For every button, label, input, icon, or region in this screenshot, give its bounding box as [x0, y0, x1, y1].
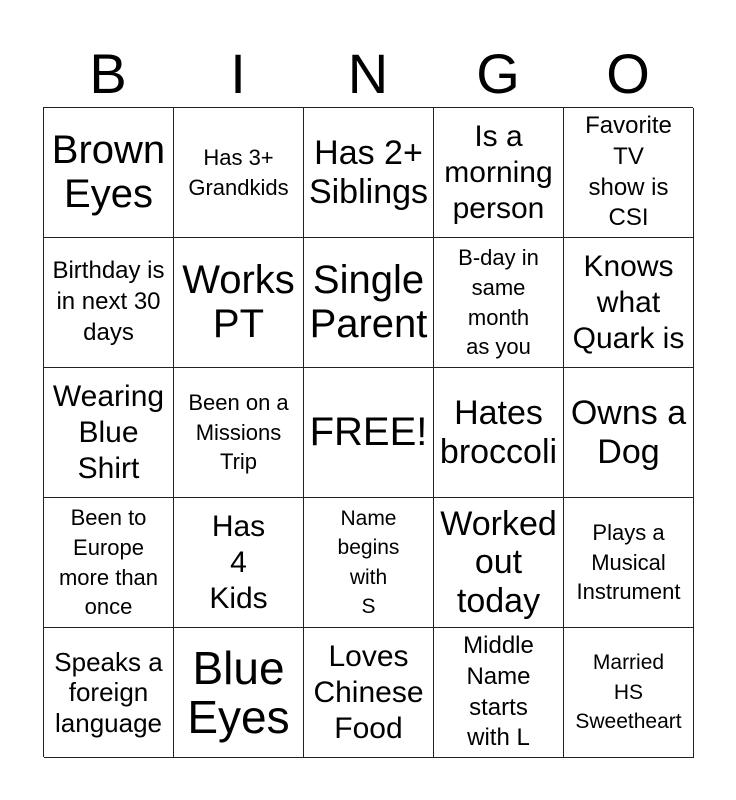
bingo-cell-r4-c3[interactable]: Name begins with S: [304, 498, 434, 628]
bingo-cell-r4-c4[interactable]: Worked out today: [434, 498, 564, 628]
bingo-cell-r1-c3[interactable]: Has 2+ Siblings: [304, 108, 434, 238]
bingo-cell-r1-c1[interactable]: Brown Eyes: [44, 108, 174, 238]
bingo-cell-r3-c1[interactable]: Wearing Blue Shirt: [44, 368, 174, 498]
bingo-board: [43, 107, 693, 757]
bingo-cell-r2-c4[interactable]: B-day in same month as you: [434, 238, 564, 368]
bingo-cell-r2-c5[interactable]: Knows what Quark is: [564, 238, 694, 368]
bingo-cell-r5-c2[interactable]: Blue Eyes: [174, 628, 304, 758]
bingo-cell-r4-c1[interactable]: Been to Europe more than once: [44, 498, 174, 628]
bingo-cell-r3-c2[interactable]: Been on a Missions Trip: [174, 368, 304, 498]
bingo-cell-r2-c2[interactable]: Works PT: [174, 238, 304, 368]
bingo-cell-r3-c5[interactable]: Owns a Dog: [564, 368, 694, 498]
bingo-header: [43, 40, 693, 108]
bingo-cell-r5-c3[interactable]: Loves Chinese Food: [304, 628, 434, 758]
header-letter-o: O: [606, 42, 650, 105]
bingo-cell-r5-c1[interactable]: Speaks a foreign language: [44, 628, 174, 758]
header-letter-g: G: [476, 42, 520, 105]
bingo-cell-r5-c5[interactable]: Married HS Sweetheart: [564, 628, 694, 758]
bingo-cell-r1-c5[interactable]: Favorite TV show is CSI: [564, 108, 694, 238]
bingo-cell-r3-c3[interactable]: FREE!: [304, 368, 434, 498]
header-letter-i: I: [230, 42, 246, 105]
bingo-cell-r5-c4[interactable]: Middle Name starts with L: [434, 628, 564, 758]
header-letter-n: N: [347, 42, 389, 105]
bingo-cell-r1-c4[interactable]: Is a morning person: [434, 108, 564, 238]
bingo-cell-r1-c2[interactable]: Has 3+ Grandkids: [174, 108, 304, 238]
bingo-cell-r2-c3[interactable]: Single Parent: [304, 238, 434, 368]
bingo-cell-r2-c1[interactable]: Birthday is in next 30 days: [44, 238, 174, 368]
bingo-cell-r3-c4[interactable]: Hates broccoli: [434, 368, 564, 498]
bingo-cell-r4-c2[interactable]: Has 4 Kids: [174, 498, 304, 628]
bingo-cell-r4-c5[interactable]: Plays a Musical Instrument: [564, 498, 694, 628]
header-letter-b: B: [89, 42, 127, 105]
